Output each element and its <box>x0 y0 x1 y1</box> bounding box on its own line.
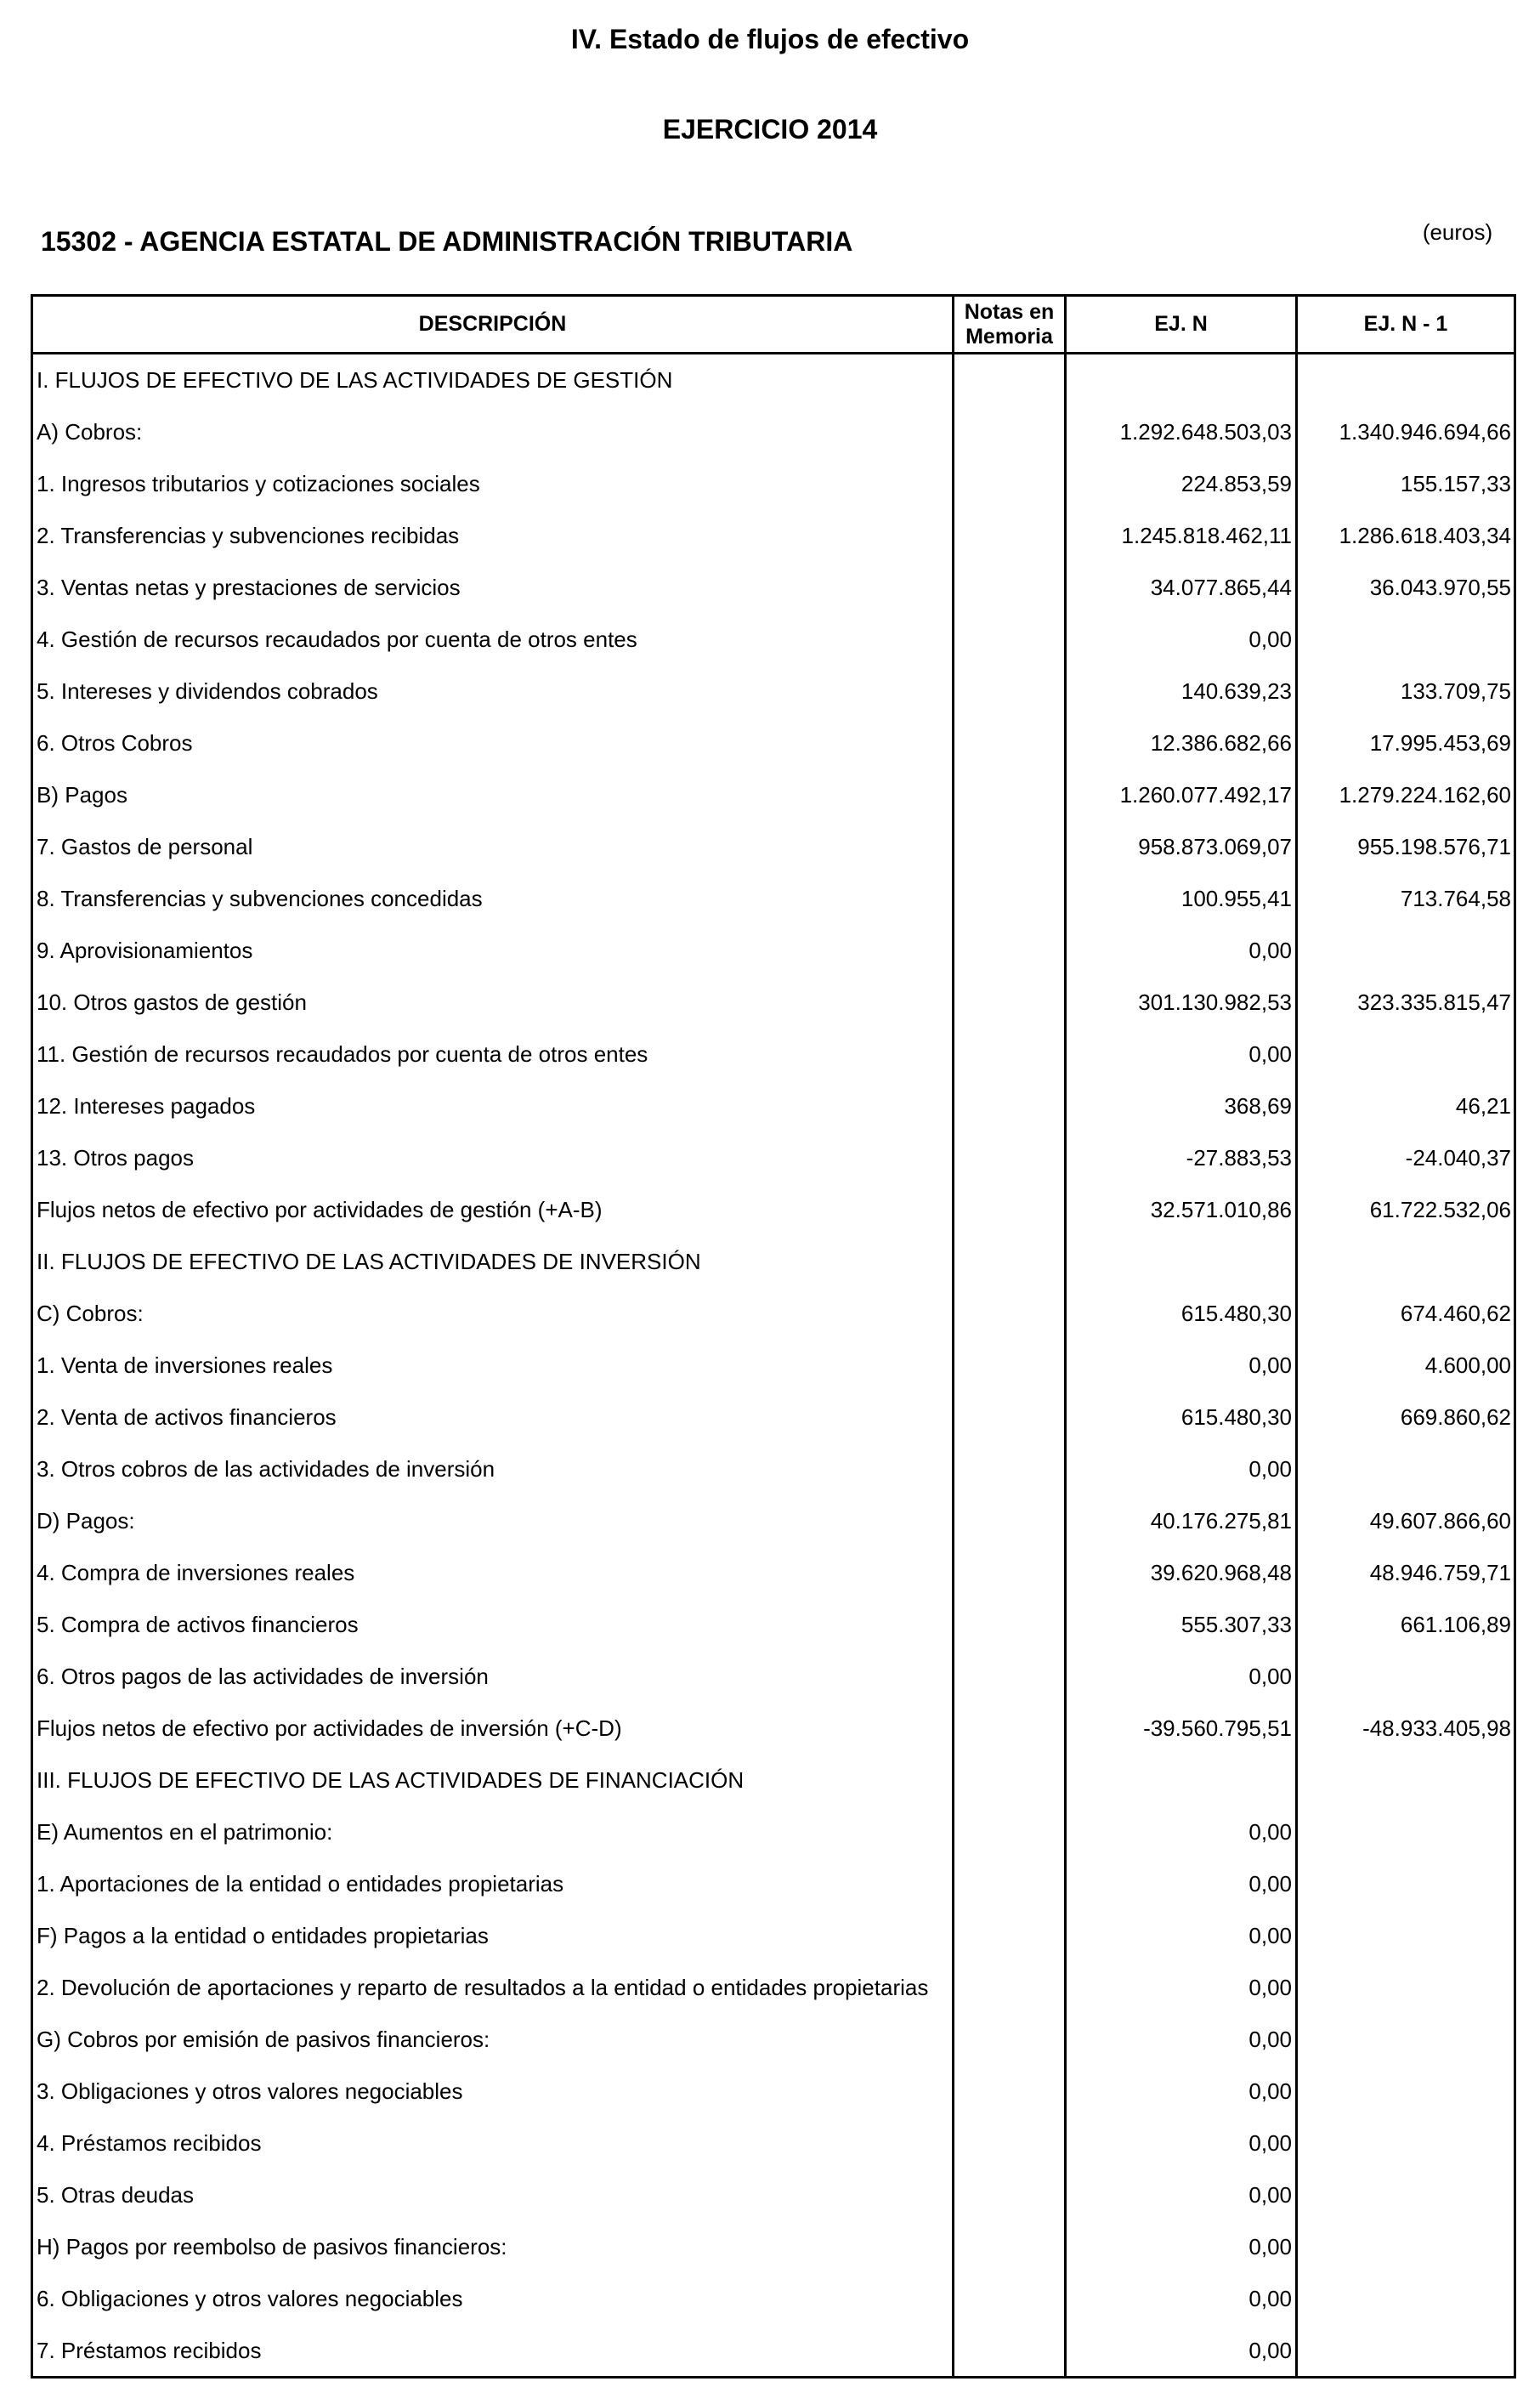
row-description: A) Cobros: <box>37 419 143 445</box>
row-value-year-n: 0,00 <box>1248 1975 1292 2000</box>
row-value-year-n1: 155.157,33 <box>1400 471 1511 496</box>
table-row <box>0 1392 1540 1443</box>
row-value-year-n: 0,00 <box>1248 2286 1292 2311</box>
row-value-year-n1: 1.340.946.694,66 <box>1339 419 1511 445</box>
table-row <box>0 1340 1540 1392</box>
row-value-year-n: 0,00 <box>1248 2182 1292 2208</box>
row-description: 7. Préstamos recibidos <box>37 2338 262 2363</box>
table-row <box>0 2169 1540 2221</box>
column-header-year-n: EJ. N <box>1154 312 1208 336</box>
row-value-year-n: 12.386.682,66 <box>1150 730 1292 756</box>
column-header-notes-line1: Notas en <box>964 299 1055 324</box>
row-description: 4. Gestión de recursos recaudados por cuenta de otros entes <box>37 627 637 652</box>
table-row <box>0 1755 1540 1806</box>
row-description: 13. Otros pagos <box>37 1145 194 1171</box>
row-value-year-n1: 61.722.532,06 <box>1369 1197 1511 1222</box>
row-description: 1. Aportaciones de la entidad o entidades propietarias <box>37 1871 564 1897</box>
table-row <box>0 2118 1540 2169</box>
table-row <box>0 769 1540 821</box>
row-value-year-n: 0,00 <box>1248 2078 1292 2104</box>
row-value-year-n: -27.883,53 <box>1186 1145 1292 1171</box>
table-row <box>0 510 1540 562</box>
row-value-year-n: 0,00 <box>1248 1819 1292 1845</box>
table-row <box>0 1599 1540 1651</box>
row-value-year-n: 100.955,41 <box>1180 886 1292 911</box>
table-row <box>0 1443 1540 1495</box>
row-value-year-n: 39.620.968,48 <box>1150 1560 1292 1585</box>
row-description: 9. Aprovisionamientos <box>37 938 253 963</box>
row-value-year-n: 301.130.982,53 <box>1138 989 1292 1015</box>
row-description: III. FLUJOS DE EFECTIVO DE LAS ACTIVIDADES DE FINANCIACIÓN <box>37 1767 745 1793</box>
entity-heading: 15302 - AGENCIA ESTATAL DE ADMINISTRACIÓN TRIBUTARIA <box>41 226 853 257</box>
row-value-year-n: 0,00 <box>1248 2234 1292 2259</box>
table-body <box>0 354 1540 2377</box>
row-description: F) Pagos a la entidad o entidades propietarias <box>37 1923 489 1948</box>
table-row <box>0 873 1540 925</box>
table-row <box>0 977 1540 1029</box>
row-value-year-n: 1.245.818.462,11 <box>1121 523 1292 548</box>
column-header-notes <box>954 297 1064 352</box>
row-value-year-n: 0,00 <box>1248 1923 1292 1948</box>
row-description: 12. Intereses pagados <box>37 1093 256 1119</box>
row-description: 8. Transferencias y subvenciones concedidas <box>37 886 483 911</box>
row-description: 10. Otros gastos de gestión <box>37 989 307 1015</box>
row-description: 2. Transferencias y subvenciones recibidas <box>37 523 460 548</box>
table-row <box>0 1236 1540 1288</box>
row-value-year-n: 615.480,30 <box>1180 1404 1292 1430</box>
row-value-year-n: 140.639,23 <box>1180 678 1292 704</box>
row-value-year-n1: 713.764,58 <box>1400 886 1511 911</box>
row-description: 3. Otros cobros de las actividades de inversión <box>37 1456 495 1482</box>
column-header-year-n1: EJ. N - 1 <box>1363 312 1448 336</box>
row-value-year-n1: 955.198.576,71 <box>1357 834 1511 859</box>
currency-units-label: (euros) <box>1422 219 1493 245</box>
row-description: H) Pagos por reembolso de pasivos financieros: <box>37 2234 507 2259</box>
row-value-year-n1: -48.933.405,98 <box>1362 1715 1511 1741</box>
table-row <box>0 2014 1540 2066</box>
row-value-year-n: 0,00 <box>1248 2338 1292 2363</box>
table-row <box>0 406 1540 458</box>
row-value-year-n: 368,69 <box>1224 1093 1292 1119</box>
table-row <box>0 1703 1540 1755</box>
row-description: C) Cobros: <box>37 1301 144 1326</box>
table-row <box>0 717 1540 769</box>
column-header-notes-line2: Memoria <box>965 324 1053 349</box>
row-value-year-n1: 669.860,62 <box>1400 1404 1511 1430</box>
row-value-year-n1: -24.040,37 <box>1405 1145 1511 1171</box>
row-description: 2. Devolución de aportaciones y reparto de resultados a la entidad o entidades propietarias <box>37 1975 929 2000</box>
row-description: Flujos netos de efectivo por actividades de gestión (+A-B) <box>37 1197 603 1222</box>
row-value-year-n1: 49.607.866,60 <box>1369 1508 1511 1534</box>
row-value-year-n: 0,00 <box>1248 1871 1292 1897</box>
table-row <box>0 2325 1540 2377</box>
table-row <box>0 2066 1540 2118</box>
row-description: 7. Gastos de personal <box>37 834 253 859</box>
row-value-year-n: 0,00 <box>1248 1041 1292 1067</box>
row-value-year-n1: 17.995.453,69 <box>1369 730 1511 756</box>
row-description: 5. Compra de activos financieros <box>37 1612 359 1637</box>
row-description: 6. Obligaciones y otros valores negociables <box>37 2286 463 2311</box>
table-row <box>0 1962 1540 2014</box>
row-description: I. FLUJOS DE EFECTIVO DE LAS ACTIVIDADES DE GESTIÓN <box>37 367 673 393</box>
row-value-year-n: 1.292.648.503,03 <box>1119 419 1292 445</box>
row-value-year-n: 0,00 <box>1248 1352 1292 1378</box>
table-row <box>0 1547 1540 1599</box>
table-row <box>0 562 1540 614</box>
row-value-year-n: 1.260.077.492,17 <box>1119 782 1292 808</box>
row-value-year-n1: 323.335.815,47 <box>1357 989 1511 1015</box>
table-row <box>0 1288 1540 1340</box>
table-row <box>0 2221 1540 2273</box>
row-value-year-n: 555.307,33 <box>1180 1612 1292 1637</box>
table-row <box>0 1495 1540 1547</box>
column-header-description: DESCRIPCIÓN <box>418 312 567 336</box>
document-title: IV. Estado de flujos de efectivo <box>570 24 970 54</box>
row-value-year-n: 34.077.865,44 <box>1150 575 1292 600</box>
row-value-year-n1: 1.286.618.403,34 <box>1339 523 1511 548</box>
row-value-year-n: 0,00 <box>1248 1456 1292 1482</box>
row-value-year-n1: 674.460,62 <box>1400 1301 1511 1326</box>
row-value-year-n1: 1.279.224.162,60 <box>1339 782 1511 808</box>
row-description: 6. Otros Cobros <box>37 730 193 756</box>
table-row <box>0 821 1540 873</box>
row-value-year-n1: 48.946.759,71 <box>1369 1560 1511 1585</box>
row-description: B) Pagos <box>37 782 127 808</box>
row-value-year-n: 40.176.275,81 <box>1150 1508 1292 1534</box>
table-row <box>0 1029 1540 1080</box>
row-description: Flujos netos de efectivo por actividades de inversión (+C-D) <box>37 1715 622 1741</box>
row-description: 5. Intereses y dividendos cobrados <box>37 678 378 704</box>
table-row <box>0 666 1540 717</box>
row-value-year-n: 0,00 <box>1248 2130 1292 2156</box>
row-value-year-n: 0,00 <box>1248 938 1292 963</box>
table-row <box>0 2273 1540 2325</box>
row-value-year-n: 0,00 <box>1248 2027 1292 2052</box>
table-row <box>0 614 1540 666</box>
row-value-year-n1: 4.600,00 <box>1424 1352 1511 1378</box>
row-description: 1. Venta de inversiones reales <box>37 1352 333 1378</box>
row-description: II. FLUJOS DE EFECTIVO DE LAS ACTIVIDADES DE INVERSIÓN <box>37 1249 701 1274</box>
table-row <box>0 1132 1540 1184</box>
table-row <box>0 1184 1540 1236</box>
row-value-year-n: 32.571.010,86 <box>1150 1197 1292 1222</box>
row-description: 6. Otros pagos de las actividades de inversión <box>37 1664 489 1689</box>
row-description: 1. Ingresos tributarios y cotizaciones sociales <box>37 471 480 496</box>
row-description: G) Cobros por emisión de pasivos financieros: <box>37 2027 490 2052</box>
table-row <box>0 458 1540 510</box>
row-value-year-n1: 46,21 <box>1455 1093 1511 1119</box>
row-description: 5. Otras deudas <box>37 2182 194 2208</box>
row-description: 3. Ventas netas y prestaciones de servicios <box>37 575 461 600</box>
row-value-year-n: 0,00 <box>1248 627 1292 652</box>
table-row <box>0 925 1540 977</box>
row-value-year-n: 615.480,30 <box>1180 1301 1292 1326</box>
table-row <box>0 1080 1540 1132</box>
row-value-year-n1: 36.043.970,55 <box>1369 575 1511 600</box>
row-description: 4. Préstamos recibidos <box>37 2130 262 2156</box>
table-row <box>0 1806 1540 1858</box>
row-value-year-n: 0,00 <box>1248 1664 1292 1689</box>
table-row <box>0 1651 1540 1703</box>
table-row <box>0 1858 1540 1910</box>
table-row <box>0 1910 1540 1962</box>
row-value-year-n1: 661.106,89 <box>1400 1612 1511 1637</box>
row-description: 3. Obligaciones y otros valores negociables <box>37 2078 463 2104</box>
row-value-year-n: 958.873.069,07 <box>1138 834 1292 859</box>
fiscal-year-heading: EJERCICIO 2014 <box>662 114 878 145</box>
row-description: 2. Venta de activos financieros <box>37 1404 337 1430</box>
row-description: D) Pagos: <box>37 1508 135 1534</box>
row-description: 11. Gestión de recursos recaudados por cuenta de otros entes <box>37 1041 648 1067</box>
row-value-year-n: 224.853,59 <box>1180 471 1292 496</box>
table-row <box>0 354 1540 406</box>
row-value-year-n: -39.560.795,51 <box>1143 1715 1292 1741</box>
row-description: E) Aumentos en el patrimonio: <box>37 1819 333 1845</box>
row-description: 4. Compra de inversiones reales <box>37 1560 355 1585</box>
row-value-year-n1: 133.709,75 <box>1400 678 1511 704</box>
